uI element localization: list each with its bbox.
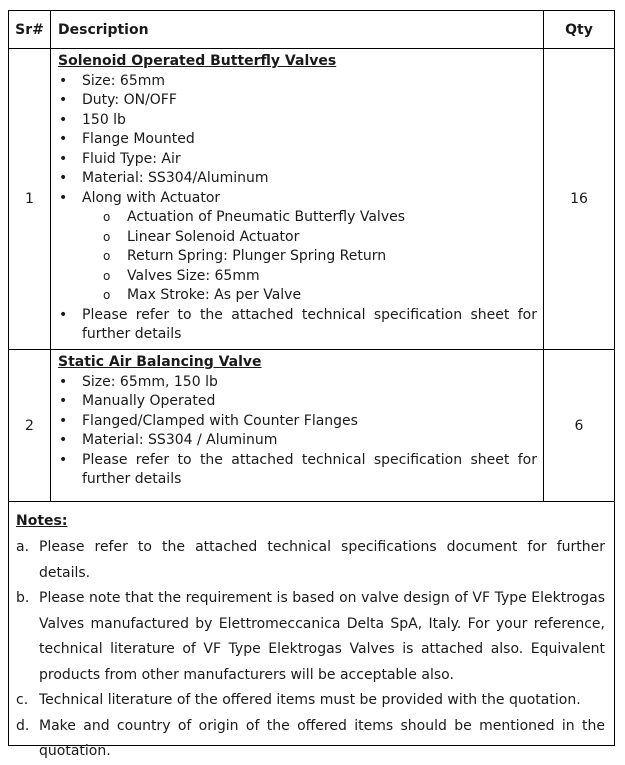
table-row xyxy=(9,350,615,502)
row-qty: 6 xyxy=(544,350,615,502)
table-row xyxy=(9,49,615,350)
item-title: Solenoid Operated Butterfly Valves xyxy=(58,53,337,69)
note-letter: d. xyxy=(16,717,30,734)
row-sr-number: 1 xyxy=(9,49,51,350)
notes-title: Notes: xyxy=(16,513,68,529)
item-title: Static Air Balancing Valve xyxy=(58,354,262,370)
bullet-item: • Fluid Type: Air xyxy=(58,150,537,170)
bullet-item: • Duty: ON/OFF xyxy=(58,91,537,111)
row-qty: 16 xyxy=(544,49,615,350)
sub-bullet-item: o Valves Size: 65mm xyxy=(102,267,537,287)
note-text: Make and country of origin of the offered items should be mentioned in the quotation. xyxy=(39,717,605,759)
bullet-list xyxy=(51,373,543,490)
sub-bullet-item: o Linear Solenoid Actuator xyxy=(102,228,537,248)
note-text: Please refer to the attached technical specifications document for further details. xyxy=(39,539,605,581)
bullet-item: • Material: SS304 / Aluminum xyxy=(58,431,537,451)
sub-bullet-item: o Return Spring: Plunger Spring Return xyxy=(102,247,537,267)
sub-bullet-list xyxy=(82,208,537,306)
bullet-item: • Size: 65mm xyxy=(58,72,537,92)
bullet-list xyxy=(51,72,543,345)
bullet-item: • Manually Operated xyxy=(58,392,537,412)
table-header-row xyxy=(9,11,615,49)
bullet-item xyxy=(58,189,537,306)
sub-bullet-item: o Max Stroke: As per Valve xyxy=(102,286,537,306)
sub-bullet-item: o Actuation of Pneumatic Butterfly Valves xyxy=(102,208,537,228)
bullet-item: • 150 lb xyxy=(58,111,537,131)
note-text: Technical literature of the offered items must be provided with the quotation. xyxy=(39,692,581,708)
bullet-item: • Size: 65mm, 150 lb xyxy=(58,373,537,393)
bullet-item: • Flanged/Clamped with Counter Flanges xyxy=(58,412,537,432)
header-qty: Qty xyxy=(544,11,615,49)
note-text: Please note that the requirement is based on valve design of VF Type Elektrogas Valves manufactured by Elettromeccanica Delta SpA, Italy. For your reference, technical literature of VF Type Elektrogas Valves is attached also. Equivalent products from other manufacturers will be acceptable also. xyxy=(39,590,605,683)
header-sr: Sr# xyxy=(9,11,51,49)
notes-list xyxy=(9,535,614,765)
row-sr-number: 2 xyxy=(9,350,51,502)
note-item xyxy=(16,586,605,688)
notes-section xyxy=(8,501,615,759)
header-description: Description xyxy=(51,11,544,49)
row-description xyxy=(51,350,544,502)
bullet-text: Along with Actuator xyxy=(82,189,221,206)
note-letter: b. xyxy=(16,590,30,606)
bullet-item: • Flange Mounted xyxy=(58,130,537,150)
bullet-item: • Please refer to the attached technical specification sheet for further details xyxy=(58,306,537,345)
note-letter: c. xyxy=(16,692,29,708)
bullet-item: • Please refer to the attached technical specification sheet for further details xyxy=(58,451,537,490)
note-item xyxy=(16,535,605,586)
note-item xyxy=(16,688,605,714)
specification-table xyxy=(8,10,615,502)
note-letter: a. xyxy=(16,539,30,555)
bullet-item: • Material: SS304/Aluminum xyxy=(58,169,537,189)
row-description xyxy=(51,49,544,350)
